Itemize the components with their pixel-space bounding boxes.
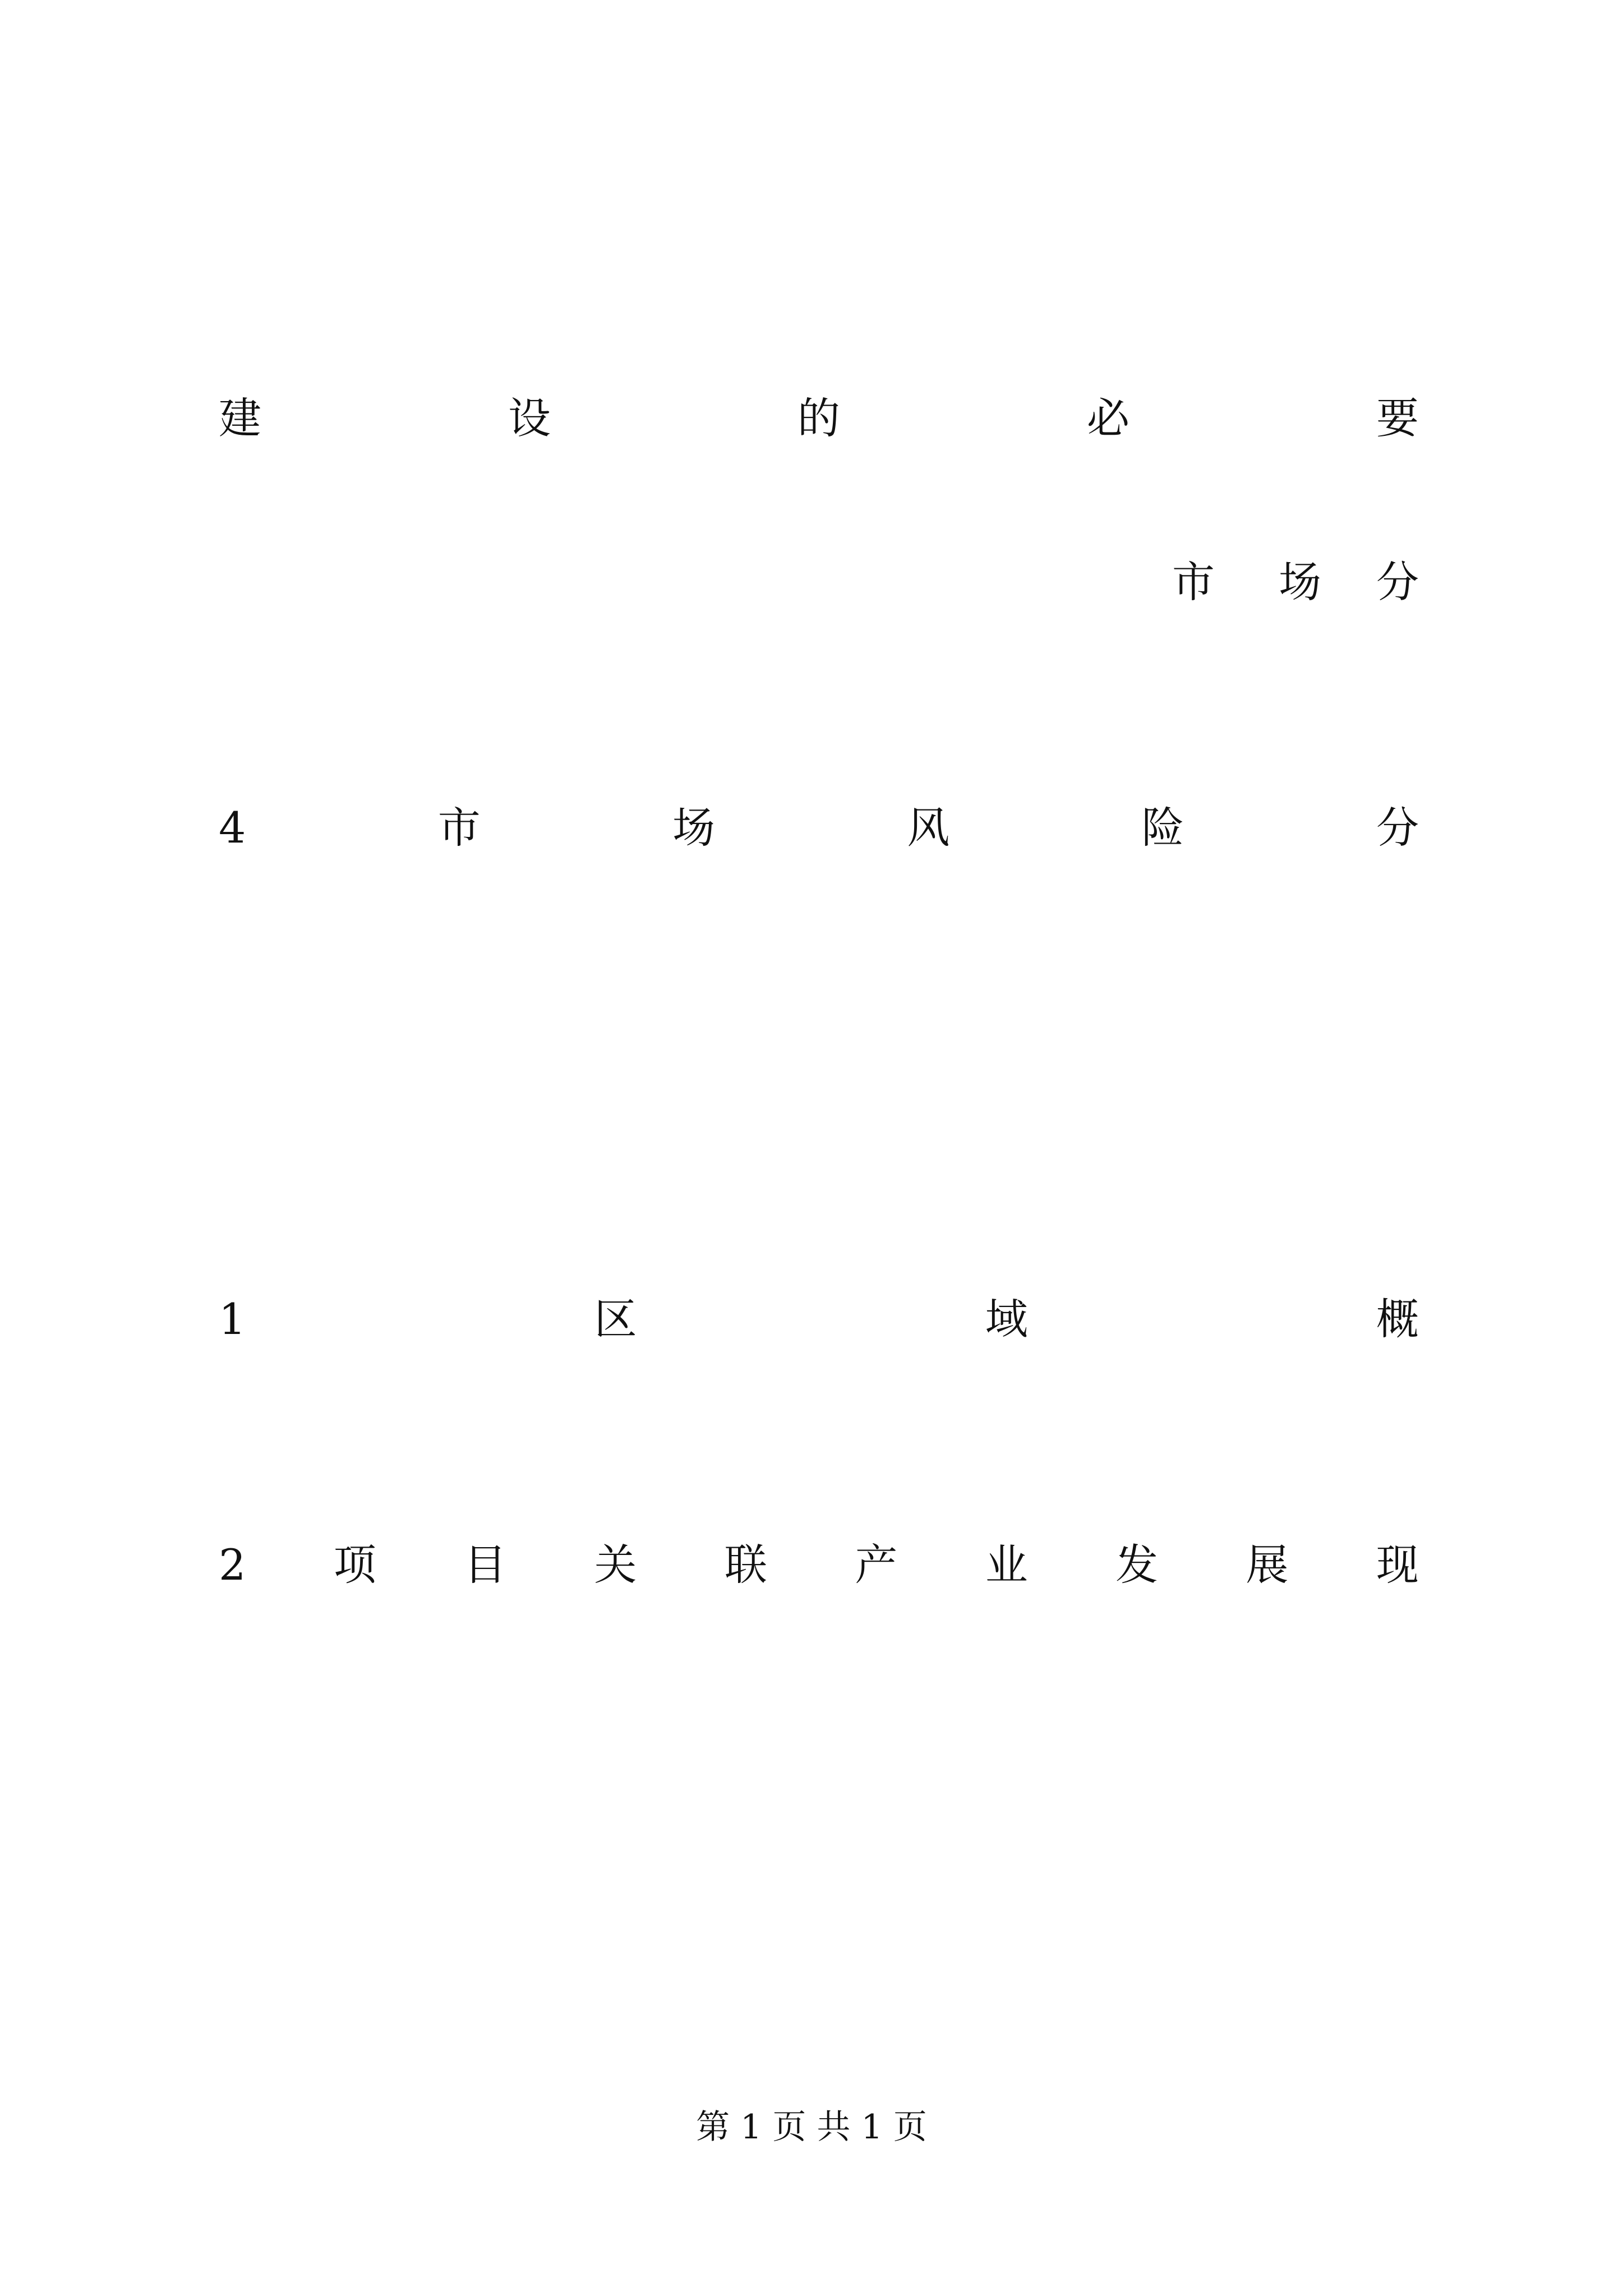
toc-char: 项 [333,1540,376,1590]
toc-line [219,1204,1419,1271]
toc-char: 风 [907,803,950,853]
toc-char: 2 [219,1540,246,1590]
toc-line [219,1613,1419,1681]
toc-line [219,1040,1419,1107]
toc-line [219,1695,1419,1763]
toc-char: 分 [1376,803,1419,853]
toc-line [219,876,1419,944]
toc-line [219,631,1419,698]
toc-char: 概 [1376,1294,1419,1344]
toc-char: 险 [1141,803,1184,853]
toc-char: 市 [1172,557,1215,607]
toc-char: 1 [219,1294,246,1344]
toc-char: 场 [672,803,716,853]
toc-line [219,1777,1419,1844]
toc-line [219,1531,1419,1599]
toc-char: 域 [985,1294,1028,1344]
toc-char: 发 [1115,1540,1159,1590]
toc-char: 场 [1279,557,1321,607]
toc-char: 联 [724,1540,767,1590]
toc-char: 业 [985,1540,1028,1590]
toc-line [219,1286,1419,1353]
toc-line [219,385,1419,452]
toc-char: 设 [508,393,551,443]
toc-char: 关 [594,1540,637,1590]
toc-char: 建 [219,393,261,443]
toc-line [219,303,1419,370]
toc-char: 目 [464,1540,507,1590]
toc-char: 分 [1376,557,1419,607]
toc-line [219,549,1419,616]
toc-line [219,1368,1419,1435]
toc-line [219,1450,1419,1517]
page-footer: 第 1 页 共 1 页 [696,2108,927,2147]
toc-char: 展 [1246,1540,1289,1590]
toc-line [219,467,1419,534]
toc-line [219,1122,1419,1189]
toc-line [219,1859,1419,1926]
toc-char: 区 [594,1294,637,1344]
toc-char: 必 [1087,393,1129,443]
toc-line [219,712,1419,780]
toc-line [219,958,1419,1025]
toc-char: 产 [855,1540,898,1590]
toc-line [219,1941,1419,2008]
toc-char: 4 [219,803,246,853]
toc-char: 现 [1376,1540,1419,1590]
toc-char: 市 [437,803,481,853]
toc-char: 的 [797,393,840,443]
toc-char: 要 [1376,393,1419,443]
toc-line [219,794,1419,862]
